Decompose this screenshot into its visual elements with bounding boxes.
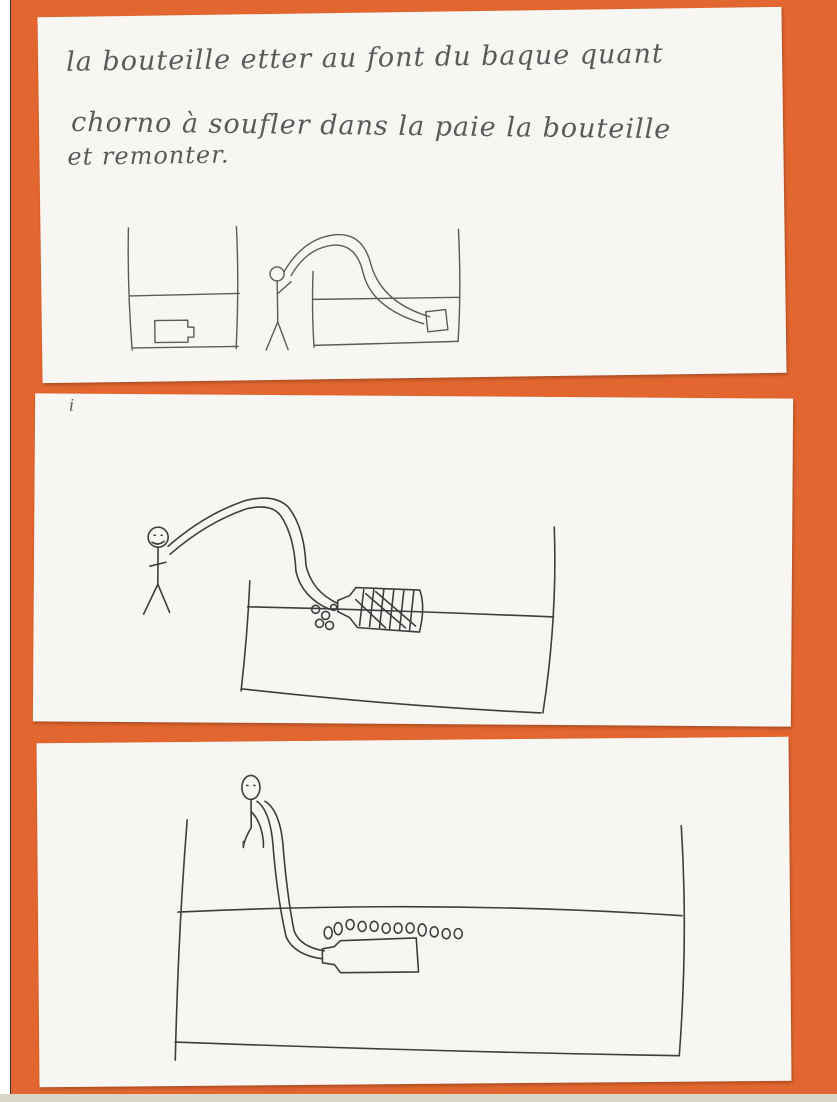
stick-figure-2 — [144, 527, 171, 614]
large-tank — [173, 816, 685, 1060]
bottom-strip — [0, 1094, 837, 1102]
handwritten-line-2: chorno à soufler dans la paie la bouteille — [70, 106, 672, 146]
panel-2-mark: i — [69, 395, 76, 415]
bottle-submerged — [322, 938, 418, 973]
drawing-panel-1 — [37, 7, 786, 383]
stick-figure-3 — [242, 775, 264, 847]
panel-1-sketch — [37, 7, 786, 383]
panel-2-sketch — [33, 393, 793, 726]
tank-left — [128, 226, 240, 350]
air-tube — [168, 497, 339, 609]
left-frame-edge — [0, 0, 11, 1102]
panel-3-sketch — [37, 737, 792, 1088]
stick-figure-1 — [265, 267, 292, 350]
drawing-panel-3 — [37, 737, 792, 1088]
bubbles-row — [324, 919, 462, 940]
tube-to-bottle — [257, 801, 324, 960]
drawing-panel-2 — [33, 393, 793, 726]
water-tank — [241, 525, 555, 713]
handwritten-line-3: et remonter. — [67, 140, 230, 171]
tank-right — [284, 229, 461, 347]
handwritten-line-1: la bouteille etter au font du baque quant — [65, 38, 664, 78]
